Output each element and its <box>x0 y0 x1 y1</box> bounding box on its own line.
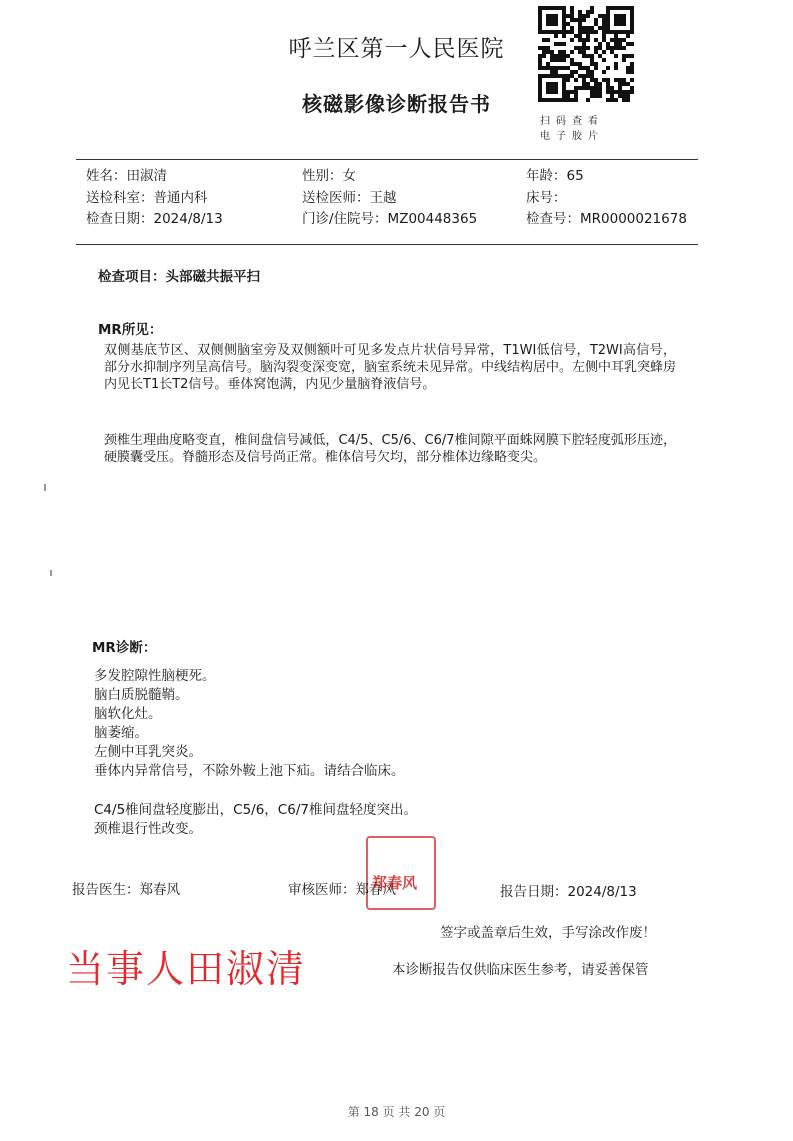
validity-note: 签字或盖章后生效，手写涂改作废！ <box>440 925 656 941</box>
qr-caption-line1: 扫码查看 <box>540 116 604 127</box>
page-number: 第 18 页 共 20 页 <box>347 1105 446 1119</box>
diagnosis-line: 脑白质脱髓鞘。 <box>94 687 189 703</box>
clinic-number: 门诊/住院号：MZ00448365 <box>302 211 478 227</box>
header-bottom-rule <box>76 244 698 245</box>
referring-doctor: 送检医师：王越 <box>302 190 397 206</box>
findings-paragraph-brain: 双侧基底节区、双侧侧脑室旁及双侧额叶可见多发点片状信号异常，T1WI低信号，T2WI高信号，部分水抑制序列呈高信号。脑沟裂变深变宽，脑室系统未见异常。中线结构居中。左侧中耳乳突蜂房内见长T1长T2信号。垂体窝饱满，内见少量脑脊液信号。 <box>104 343 677 392</box>
reference-note: 本诊断报告仅供临床医生参考，请妥善保管 <box>392 962 649 978</box>
stamp-signature: 郑春风 <box>372 874 418 892</box>
exam-item: 检查项目：头部磁共振平扫 <box>98 269 260 285</box>
diagnosis-line: 颈椎退行性改变。 <box>94 821 202 837</box>
referring-department: 送检科室：普通内科 <box>86 190 208 206</box>
diagnosis-line: C4/5椎间盘轻度膨出，C5/6，C6/7椎间盘轻度突出。 <box>94 802 417 818</box>
diagnosis-line: 垂体内异常信号，不除外鞍上池下疝。请结合临床。 <box>94 763 405 779</box>
patient-gender: 性别：女 <box>302 168 356 184</box>
diagnosis-line: 脑萎缩。 <box>94 725 148 741</box>
bed-number: 床号： <box>526 190 567 206</box>
findings-paragraph-cervical: 颈椎生理曲度略变直，椎间盘信号减低，C4/5、C5/6、C6/7椎间隙平面蛛网膜下腔轻度弧形压迹，硬膜囊受压。脊髓形态及信号尚正常。椎体信号欠均，部分椎体边缘略变尖。 <box>104 433 676 465</box>
margin-mark <box>44 484 46 491</box>
qr-code-icon[interactable] <box>538 6 634 102</box>
patient-name: 姓名：田淑清 <box>86 168 167 184</box>
exam-date: 检查日期：2024/8/13 <box>86 211 223 227</box>
patient-age: 年龄：65 <box>526 168 584 184</box>
diagnosis-line: 左侧中耳乳突炎。 <box>94 744 202 760</box>
report-date: 报告日期：2024/8/13 <box>500 884 637 900</box>
diagnosis-line: 脑软化灶。 <box>94 706 162 722</box>
qr-caption-line2: 电子胶片 <box>540 131 604 142</box>
header-top-rule <box>76 159 698 160</box>
diagnosis-line: 多发腔隙性脑梗死。 <box>94 668 216 684</box>
exam-number: 检查号：MR0000021678 <box>526 211 687 227</box>
hospital-name: 呼兰区第一人民医院 <box>288 36 505 62</box>
diagnosis-heading: MR诊断： <box>92 640 157 656</box>
margin-mark <box>50 570 52 576</box>
reviewing-doctor: 审核医师：郑春风 <box>288 882 396 898</box>
report-doctor: 报告医生：郑春风 <box>72 882 180 898</box>
party-annotation: 当事人田淑清 <box>66 947 307 991</box>
findings-heading: MR所见： <box>98 322 163 338</box>
report-title: 核磁影像诊断报告书 <box>302 92 491 116</box>
